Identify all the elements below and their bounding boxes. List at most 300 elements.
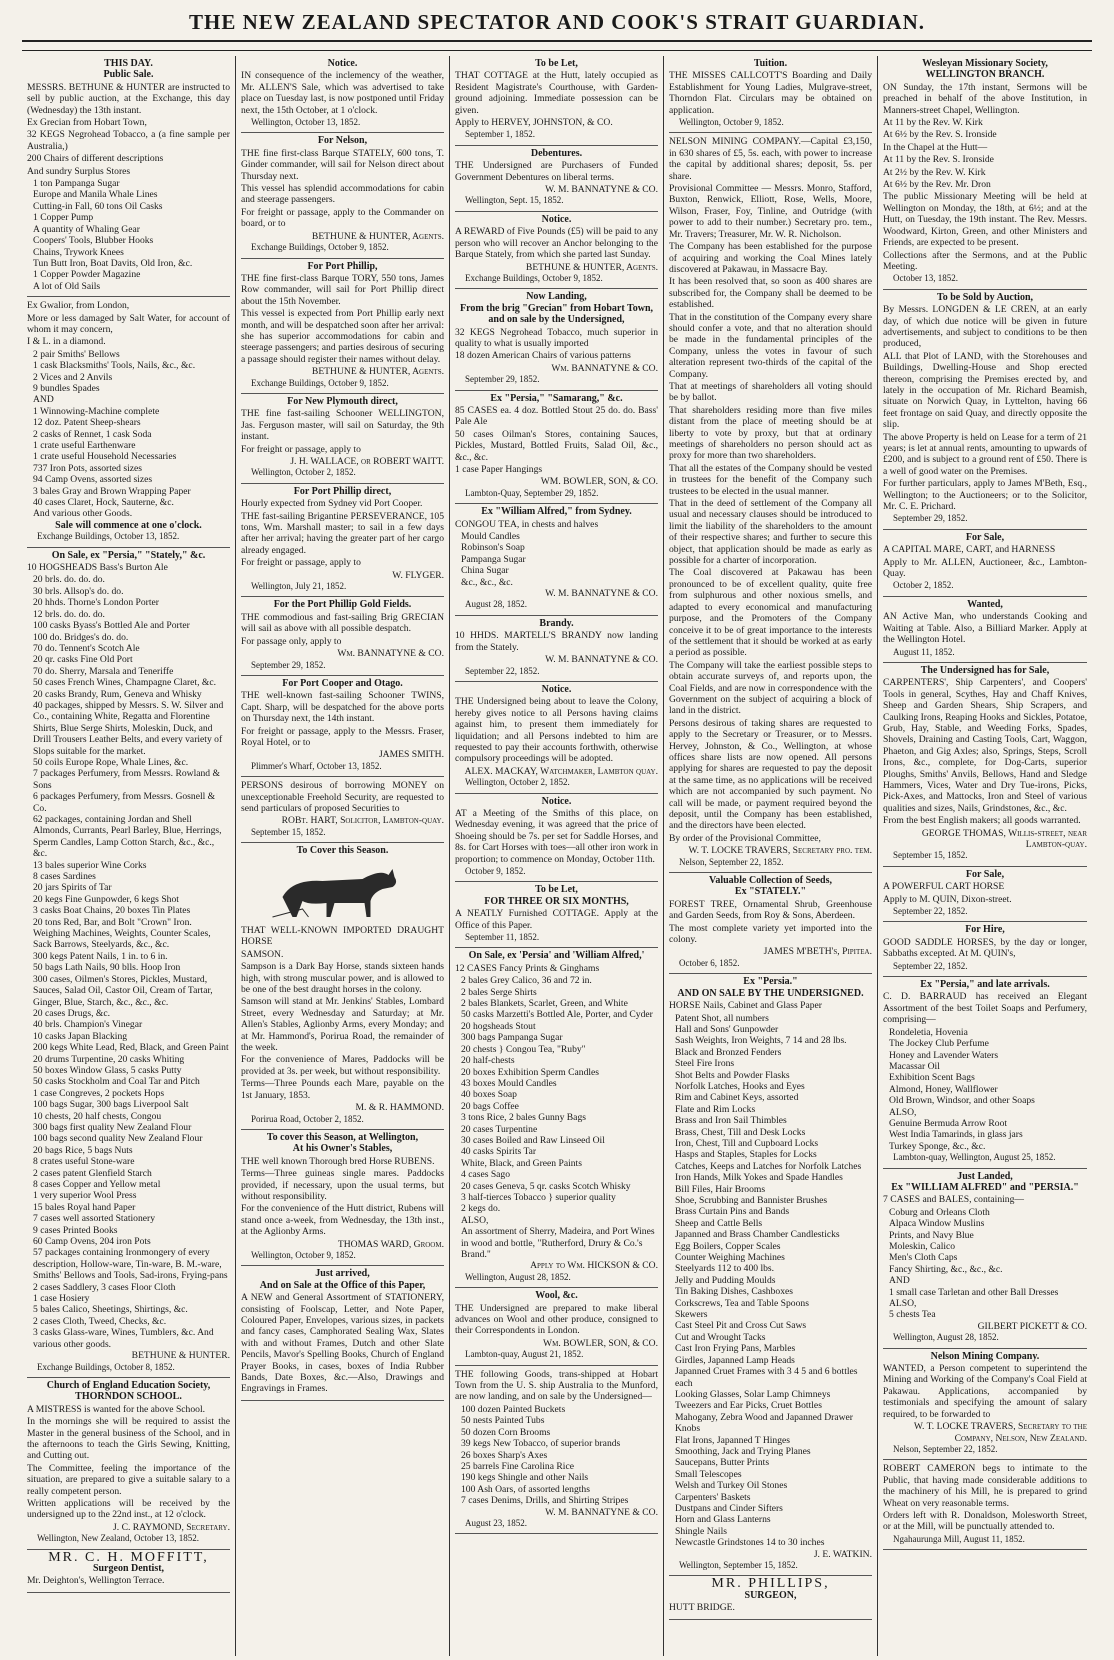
ad-paragraph: Hourly expected from Sydney vid Port Cooper. bbox=[241, 498, 423, 510]
ad-list-item: 20 cases Geneva, 5 qr. casks Scotch Whisky bbox=[461, 1180, 631, 1192]
ad-list-item: 3 tons Rice, 2 bales Gunny Bags bbox=[461, 1112, 586, 1124]
column-2 bbox=[236, 56, 450, 1656]
ad-list-item: 100 bags second quality New Zealand Flour bbox=[33, 1133, 203, 1145]
ad-dateline: September 22, 1852. bbox=[465, 665, 540, 676]
ad-dateline: October 6, 1852. bbox=[679, 957, 740, 968]
ad-paragraph: 7 CASES and BALES, containing— bbox=[883, 1194, 1024, 1206]
ad-list-item: Shoe, Scrubbing and Bannister Brushes bbox=[675, 1195, 828, 1206]
ad-dateline: August 11, 1852. bbox=[893, 646, 955, 657]
ad-list-item: 8 cases Sardines bbox=[33, 871, 96, 883]
ad-subheading: AND ON SALE BY THE UNDERSIGNED. bbox=[677, 987, 864, 999]
ad-list-item: Japanned Cruet Frames with 3 4 5 and 6 bottles each bbox=[675, 1366, 858, 1389]
ad-signature: Wm. BANNATYNE & CO. bbox=[551, 362, 658, 374]
ad-paragraph: THE following Goods, trans-shipped at Hobart Town from the U. S. ship Australia to the Munford, are now landing, and on sale by the Undersigned— bbox=[455, 1368, 658, 1403]
column-1 bbox=[22, 56, 236, 1656]
ad-paragraph: It has been resolved that, so soon as 400 shares are subscribed for, the Company shall be deemed to be established. bbox=[669, 276, 872, 311]
ad-paragraph: 200 Chairs of different descriptions bbox=[27, 153, 164, 165]
ad-signature: Wm. BANNATYNE & CO. bbox=[337, 648, 444, 660]
ad-dateline: Wellington, August 28, 1852. bbox=[465, 1271, 571, 1282]
ad-paragraph: Persons desirous of taking shares are requested to apply to the Secretary or Treasurer, or to Messrs. Hervey, Johnston, & Co., Wellington, at whose offices share lists are now opened. All persons applying for shares are requested to pay the deposit at the same time, as no applications will be received which are not accompanied by such payment. No call will be made, or payment required beyond the deposit, until the Company has been established, and the directors have been elected. bbox=[669, 717, 872, 832]
ad-dateline: September 22, 1852. bbox=[893, 906, 968, 917]
ad-paragraph: From the best English makers; all goods warranted. bbox=[883, 815, 1081, 827]
ad-list-item: 100 Ash Oars, of assorted lengths bbox=[461, 1483, 590, 1495]
ad-paragraph: 1 case Paper Hangings bbox=[455, 464, 543, 475]
ad-paragraph: 18 dozen American Chairs of various patterns bbox=[455, 350, 631, 362]
ad-paragraph: The Coal discovered at Pakawau has been pronounced to be of excellent quality, quite free from sulphurous and other noxious smells, and adapted to every economical and manufacturing purpose, and the Promoters of the Company conceive it to be of great importance to the interests of the settlement that it should be worked at as early a period as possible. bbox=[669, 567, 872, 659]
ad-paragraph: For freight or passage, apply to bbox=[241, 557, 361, 569]
ad-list-item: 100 do. Bridges's do. do. bbox=[33, 631, 129, 643]
column-4 bbox=[664, 56, 878, 1656]
ad-list-item: 200 kegs White Lead, Red, Black, and Green Paint bbox=[33, 1042, 229, 1054]
ad-subheading: And on Sale at the Office of this Paper, bbox=[259, 1279, 426, 1291]
ad-list-item: 6 packages Perfumery, from Messrs. Gosnell & Co. bbox=[33, 791, 216, 814]
advertisement bbox=[455, 1366, 658, 1535]
ad-list-item: 300 bags first quality New Zealand Flour bbox=[33, 1121, 192, 1133]
ad-list-item: 5 bales Calico, Sheetings, Shirtings, &c. bbox=[33, 1304, 188, 1316]
ad-list-item: 13 bales superior Wine Corks bbox=[33, 859, 147, 871]
ad-heading: THIS DAY. bbox=[104, 58, 153, 69]
ad-list-item: 20 chests } Congou Tea, "Ruby" bbox=[461, 1043, 586, 1055]
ad-list-item: Jelly and Pudding Moulds bbox=[675, 1274, 776, 1286]
ad-list-item: Cutting-in Fall, 60 tons Oil Casks bbox=[33, 200, 163, 212]
ad-list-item: 50 dozen Corn Brooms bbox=[461, 1426, 551, 1438]
ad-dateline: September 11, 1852. bbox=[465, 932, 540, 943]
ad-heading: For New Plymouth direct, bbox=[287, 395, 398, 407]
ad-list-item: 20 hhds. Thorne's London Porter bbox=[33, 597, 159, 609]
top-rule bbox=[22, 40, 1092, 42]
ad-heading: Now Landing, bbox=[526, 291, 587, 303]
ad-list-item: 12 brls. do. do. do. bbox=[33, 608, 105, 620]
advertisement bbox=[455, 1288, 658, 1365]
ad-list-item: 94 Camp Ovens, assorted sizes bbox=[33, 474, 153, 486]
ad-list-item: 2 cases Cloth, Tweed, Checks, &c. bbox=[33, 1315, 167, 1327]
ad-paragraph: That at meetings of shareholders all voting should be by ballot. bbox=[669, 380, 872, 404]
ad-list-item: Looking Glasses, Solar Lamp Chimneys bbox=[675, 1388, 831, 1400]
ad-heading: To be Let, bbox=[535, 58, 578, 69]
ad-list-item: 1 crate useful Household Necessaries bbox=[33, 451, 177, 463]
advertisement bbox=[883, 597, 1087, 663]
ad-signature: J. C. RAYMOND, Secretary. bbox=[113, 1521, 230, 1533]
ad-heading: Wool, &c. bbox=[535, 1290, 578, 1302]
ad-heading: Church of England Education Society, bbox=[46, 1379, 211, 1391]
ad-paragraph: The Committee, feeling the importance of the situation, are prepared to give a suitable salary to a really competent person. bbox=[27, 1462, 230, 1497]
ad-paragraph: THAT COTTAGE at the Hutt, lately occupied as Resident Magistrate's Courthouse, with Garden-ground adjoining. Immediate possession can be given. bbox=[455, 70, 658, 116]
ad-paragraph: 32 KEGS Negrohead Tobacco, a (a fine sample per Australia,) bbox=[27, 129, 230, 152]
ad-list-item: 1 cask Blacksmiths' Tools, Nails, &c., &c. bbox=[33, 360, 196, 372]
ad-heading: The Undersigned has for Sale, bbox=[920, 664, 1050, 676]
ad-dateline: September 15, 1852. bbox=[893, 850, 968, 861]
ad-list-item: ALSO, bbox=[889, 1298, 917, 1310]
advertisement bbox=[241, 1266, 444, 1400]
ad-paragraph: Orders left with R. Donaldson, Molesworth Street, or at the Mill, will be punctually attended to. bbox=[883, 1509, 1087, 1533]
ad-paragraph: The Company will take the earliest possible steps to obtain accurate surveys of, and reports upon, the Coal Fields, and are now in correspondence with the Government on the subject of acquiring a block of land in the district. bbox=[669, 659, 872, 717]
ad-signature: THOMAS WARD, Groom. bbox=[337, 1238, 444, 1250]
ad-list-item: 1 ton Pampanga Sugar bbox=[33, 178, 120, 190]
ad-paragraph: GOOD SADDLE HORSES, by the day or longer, Sabbaths excepted. At M. QUIN's, bbox=[883, 936, 1087, 960]
ad-dateline: Lambton-quay, August 21, 1852. bbox=[465, 1349, 584, 1360]
ad-paragraph: CARPENTERS', Ship Carpenters', and Coopers' Tools in general, Scythes, Hay and Chaff Knives, Sheep and Garden Shears, Ship Scrapers, and Caulking Irons, Reaping Hooks and Sickles, Potatoe, Grub, Hay, Stable, and Weeding Forks, Spades, Shovels, Draining and Casting Tools, Cart, Waggon, Phaeton, and Gig Axles; also, Springs, Steps, Scroll Irons, &c., complete, for Dog-Carts, superior Ploughs, Smiths' Anvils, Bellows, Hand and Sledge Hammers, Vices, Water and Dry Tue-irons, Picks, Pick-Axes, and Mattocks, Iron and Steel of various qualities and sizes, Nails, Grindstones, &c., &c. bbox=[883, 677, 1087, 814]
ad-paragraph: ON Sunday, the 17th instant, Sermons will be preached in behalf of the above Institution, in Manners-street Chapel, Wellington. bbox=[883, 81, 1087, 116]
advertisement bbox=[241, 597, 444, 675]
ad-list-item: Coopers' Tools, Blubber Hooks bbox=[33, 235, 154, 247]
ad-list-item: 30 cases Boiled and Raw Linseed Oil bbox=[461, 1134, 605, 1146]
ad-name: MR. C. H. MOFFITT, bbox=[48, 1549, 209, 1565]
ad-paragraph: ROBERT CAMERON begs to intimate to the Public, that having made considerable additions to the machinery of his Mill, he is prepared to grind Wheat on very reasonable terms. bbox=[883, 1463, 1087, 1509]
ad-list-item: Hasps and Staples, Staples for Locks bbox=[675, 1149, 817, 1161]
ad-dateline: August 23, 1852. bbox=[465, 1517, 528, 1528]
ad-heading: For Port Cooper and Otago. bbox=[282, 677, 403, 689]
horse-engraving bbox=[241, 857, 444, 921]
ad-list-item: &c., &c., &c. bbox=[461, 576, 513, 588]
ad-paragraph: Terms—Three Pounds each Mare, payable on the 1st January, 1853. bbox=[241, 1078, 444, 1101]
ad-list-item: Steelyards 112 to 400 lbs. bbox=[675, 1263, 775, 1275]
ad-list-item: 2 bales Serge Shirts bbox=[461, 986, 537, 998]
ad-paragraph: For the convenience of the Hutt district, Rubens will stand once a-week, from Wednesday, the 13th inst., at the Aglionby Arms. bbox=[241, 1203, 444, 1238]
ad-list-item: Sheep and Cattle Bells bbox=[675, 1217, 763, 1229]
ad-list-item: 4 cases Sago bbox=[461, 1169, 511, 1181]
ad-list-item: 737 Iron Pots, assorted sizes bbox=[33, 462, 142, 474]
ad-list-item: 20 drums Turpentine, 20 casks Whiting bbox=[33, 1053, 185, 1065]
ad-dateline: Wellington, Sept. 15, 1852. bbox=[465, 195, 564, 206]
ad-dateline: September 1, 1852. bbox=[465, 129, 535, 140]
ad-list-item: Almond, Honey, Wallflower bbox=[889, 1083, 998, 1095]
advertisement bbox=[455, 146, 658, 212]
ad-paragraph: 10 HOGSHEADS Bass's Burton Ale bbox=[27, 562, 168, 574]
ad-subheading: Surgeon Dentist, bbox=[92, 1563, 165, 1574]
ad-heading: Ex "Persia," and late arrivals. bbox=[920, 979, 1050, 991]
ad-list-item: 20 qr. casks Fine Old Port bbox=[33, 654, 133, 666]
ad-list-item: 100 dozen Painted Buckets bbox=[461, 1403, 566, 1415]
ad-list-item: AND bbox=[889, 1275, 910, 1287]
ad-list-item: AND bbox=[33, 394, 54, 406]
ad-list-item: 2 casks of Rennet, 1 cask Soda bbox=[33, 428, 152, 440]
ad-signature: ROBt. HART, Solicitor, Lambton-quay. bbox=[281, 815, 444, 827]
ad-paragraph: NELSON MINING COMPANY.—Capital £3,150, in 630 shares of £5, 5s. each, with power to increase the capital by additional shares; deposit, 5s. per share. bbox=[669, 136, 872, 182]
ad-list-item: ALSO, bbox=[461, 1214, 489, 1226]
ad-list-item: China Sugar bbox=[461, 565, 509, 577]
ad-dateline: Wellington, September 15, 1852. bbox=[679, 1560, 798, 1570]
ad-paragraph: THE Undersigned are Purchasers of Funded Government Debentures on liberal terms. bbox=[455, 160, 658, 183]
ad-paragraph: The public Missionary Meeting will be held at Wellington on Monday, the 18th, at 6½; and at the Hutt, on Tuesday, the 19th instant. The Rev. Messrs. Woodward, Kirton, Green, and other Ministers and Friends, are expected to be present. bbox=[883, 191, 1087, 249]
advertisement bbox=[27, 297, 230, 548]
ad-paragraph: CONGOU TEA, in chests and halves bbox=[455, 518, 599, 530]
ad-heading: To be Let, bbox=[535, 884, 578, 896]
ad-paragraph: By order of the Provisional Committee, bbox=[669, 832, 821, 844]
ad-signature: J. H. WALLACE, or ROBERT WAITT. bbox=[290, 456, 444, 467]
ad-list-item: A quantity of Whaling Gear bbox=[33, 223, 140, 235]
ad-list-item: Black and Bronzed Fenders bbox=[675, 1046, 782, 1058]
ad-paragraph: The Company has been established for the purpose of acquiring and working the Coal Mines lately discovered at Pakawau, in Massacre Bay. bbox=[669, 241, 872, 275]
ad-list-item: 2 cases patent Glenfield Starch bbox=[33, 1167, 152, 1179]
advertisement bbox=[455, 289, 658, 390]
advertisement bbox=[455, 794, 658, 883]
ad-paragraph: In the Chapel at the Hutt— bbox=[883, 141, 988, 153]
ad-paragraph: THE fine first-class Barque STATELY, 600 tons, T. Ginder commander, will sail for Nelson direct about Thursday next. bbox=[241, 147, 444, 182]
advertisement bbox=[883, 56, 1087, 290]
ad-list-item: 20 boxes Exhibition Sperm Candles bbox=[461, 1066, 600, 1078]
ad-list-item: 20 casks Brandy, Rum, Geneva and Whisky bbox=[33, 688, 202, 700]
ad-dateline: Nelson, September 22, 1852. bbox=[893, 1443, 998, 1454]
advertisement bbox=[241, 484, 444, 598]
ad-list-item: 12 doz. Patent Sheep-shears bbox=[33, 417, 141, 429]
advertisement bbox=[241, 394, 444, 484]
ad-list-item: 20 jars Spirits of Tar bbox=[33, 882, 112, 894]
ad-paragraph: A REWARD of Five Pounds (£5) will be paid to any person who will recover an Anchor belonging to the Barque Stately, from which she parted last Sunday. bbox=[455, 226, 658, 261]
ad-list-item: Europe and Manila Whale Lines bbox=[33, 189, 158, 201]
advertisement bbox=[455, 56, 658, 146]
ad-paragraph: Ex Grecian from Hobart Town, bbox=[27, 117, 147, 129]
ad-dateline: Nelson, September 22, 1852. bbox=[679, 856, 784, 867]
ad-paragraph: 32 KEGS Negrohead Tobacco, much superior in quality to what is usually imported bbox=[455, 326, 658, 349]
ad-list-item: Dustpans and Cinder Sifters bbox=[675, 1502, 783, 1514]
ad-list-item: Shot Belts and Powder Flasks bbox=[675, 1069, 790, 1081]
ad-list-item: Men's Cloth Caps bbox=[889, 1252, 958, 1264]
ad-list-item: 3 casks Glass-ware, Wines, Tumblers, &c. And various other goods. bbox=[33, 1327, 214, 1350]
advertisement bbox=[883, 1169, 1087, 1349]
column-3 bbox=[450, 56, 664, 1656]
ad-list-item: 20 cases Turpentine bbox=[461, 1123, 538, 1135]
ad-paragraph: For freight or passage, apply to bbox=[241, 443, 361, 455]
ad-list-item: Patent Shot, all numbers bbox=[675, 1012, 769, 1024]
ad-paragraph: THE Undersigned being about to leave the Colony, hereby gives notice to all Persons having claims against him, to present them immediately for liquidation; and all Persons indebted to him are requested to pay their accounts forthwith, otherwise compulsory proceedings will be adopted. bbox=[455, 696, 658, 765]
ad-list-item: 20 kegs Fine Gunpowder, 6 kegs Shot bbox=[33, 893, 179, 905]
advertisement bbox=[241, 843, 444, 1130]
ad-heading: For Hire, bbox=[965, 924, 1005, 936]
ad-paragraph: More or less damaged by Salt Water, for account of whom it may concern, bbox=[27, 312, 230, 335]
ad-paragraph: At 6½ by the Rev. S. Ironside bbox=[883, 129, 997, 141]
ad-heading: Notice. bbox=[327, 58, 358, 69]
ad-list-item: Japanned and Brass Chamber Candlesticks bbox=[675, 1229, 840, 1241]
ad-paragraph: Mr. Deighton's, Wellington Terrace. bbox=[27, 1575, 165, 1587]
ad-list-item: 1 case Congreves, 2 pockets Hops bbox=[33, 1087, 165, 1099]
ad-list-item: An assortment of Sherry, Madeira, and Port Wines in wood and bottle, "Rutherford, Drury & Co.'s Brand." bbox=[461, 1226, 655, 1260]
ad-list-item: Smoothing, Jack and Trying Planes bbox=[675, 1445, 811, 1457]
ad-signature: GILBERT PICKETT & CO. bbox=[977, 1320, 1087, 1332]
ad-subheading: THORNDON SCHOOL. bbox=[75, 1391, 182, 1403]
ad-dateline: Exchange Buildings, October 9, 1852. bbox=[251, 242, 389, 253]
ad-paragraph: C. D. BARRAUD has received an Elegant Assortment of the best Toilet Soaps and Perfumery, comprising— bbox=[883, 991, 1087, 1026]
ad-dateline: Wellington, August 28, 1852. bbox=[893, 1332, 999, 1343]
ad-paragraph: This vessel is expected from Port Phillip early next month, and will be despatched soon after her arrival: she has superior accommodations for cabin and steerage passengers; and parties desirous of securing a passage should register their names without delay. bbox=[241, 308, 444, 365]
ad-subheading: At his Owner's Stables, bbox=[292, 1143, 393, 1155]
ad-paragraph: That in the deed of settlement of the Company all usual and necessary clauses should be introduced to limit the liability of the shareholders to the amount of their respective shares; and further to secure this object, that application should be made as early as possible for a charter of incorporation. bbox=[669, 498, 872, 567]
ad-dateline: Exchange Buildings, October 8, 1852. bbox=[37, 1361, 175, 1372]
ad-list-item: 1 case Hosiery bbox=[33, 1293, 90, 1305]
ad-paragraph: That in the constitution of the Company every share should confer a vote, and that no alteration should be made in the fundamental principles of the Company, unless the votes in favour of such alteration represent two-thirds of the capital of the Company. bbox=[669, 311, 872, 380]
ad-signature: WM. BOWLER, SON, & CO. bbox=[540, 476, 658, 488]
ad-paragraph: At 2½ by the Rev. W. Kirk bbox=[883, 166, 986, 178]
ad-signature: BETHUNE & HUNTER. bbox=[131, 1350, 230, 1362]
ad-list-item: Coburg and Orleans Cloth bbox=[889, 1206, 990, 1218]
ad-list-item: 2 pair Smiths' Bellows bbox=[33, 348, 120, 360]
ad-list-item: Egg Boilers, Copper Scales bbox=[675, 1240, 781, 1252]
advertisement bbox=[883, 977, 1087, 1169]
ad-paragraph: MESSRS. BETHUNE & HUNTER are instructed to sell by public auction, at the Exchange, this day (Wednesday) the 13th instant. bbox=[27, 81, 230, 116]
ad-list-item: Sash Weights, Iron Weights, 7 14 and 28 lbs. bbox=[675, 1035, 847, 1047]
ad-list-item: 10 chests, 20 half chests, Congou bbox=[33, 1110, 162, 1122]
ad-paragraph: THE fine first-class Barque TORY, 550 tons, James Row commander, will sail for Port Phillip direct about the 15th November. bbox=[241, 272, 444, 307]
ad-list-item: Shingle Nails bbox=[675, 1525, 727, 1537]
advertisement bbox=[241, 56, 444, 133]
ad-list-item: 300 kegs Patent Nails, 1 in. to 6 in. bbox=[33, 950, 168, 962]
ad-list-item: Rondeletia, Hovenia bbox=[889, 1026, 968, 1038]
ad-paragraph: WANTED, a Person competent to superintend the Mining and Working of the Company's Coal Field at Pakawau. Applications, accompanied by testimonials and specifying the amount of salary required, to be forwarded to bbox=[883, 1363, 1087, 1420]
ad-list-item: 43 boxes Mould Candles bbox=[461, 1077, 557, 1089]
ad-signature: Apply to Wm. HICKSON & CO. bbox=[530, 1260, 658, 1272]
ad-paragraph: Samson will stand at Mr. Jenkins' Stables, Lombard Street, every Wednesday and Saturday; at Mr. Allen's Stables, Aglionby Arms, every Monday; and at Mr. Hammond's, Porirua Road, the remainder of the week. bbox=[241, 996, 444, 1054]
ad-list-item: 15 bales Royal hand Paper bbox=[33, 1201, 136, 1213]
ad-list-item: 40 brls. Champion's Vinegar bbox=[33, 1019, 143, 1031]
advertisement bbox=[669, 56, 872, 133]
ad-paragraph: Collections after the Sermons, and at the Public Meeting. bbox=[883, 249, 1087, 272]
advertisement bbox=[27, 1550, 230, 1593]
ad-list-item: Catches, Keeps and Latches for Norfolk Latches bbox=[675, 1160, 862, 1172]
ad-list-item: Mould Candles bbox=[461, 531, 520, 543]
ad-dateline: Wellington, October 9, 1852. bbox=[251, 1249, 356, 1260]
ad-paragraph: THE Undersigned are prepared to make liberal advances on Wool and other produce, consigned to their Correspondents in London. bbox=[455, 1302, 658, 1337]
ad-paragraph: This vessel has splendid accommodations for cabin and steerage passengers. bbox=[241, 183, 444, 206]
ad-list-item: 20 half-chests bbox=[461, 1055, 515, 1067]
ad-dateline: Ngahaurunga Mill, August 11, 1852. bbox=[893, 1533, 1025, 1544]
ad-list-item: 50 coils Europe Rope, Whale Lines, &c. bbox=[33, 756, 189, 768]
ad-paragraph: A POWERFUL CART HORSE bbox=[883, 881, 1005, 893]
ad-paragraph: Apply to M. QUIN, Dixon-street. bbox=[883, 893, 1012, 905]
ad-paragraph: That all the estates of the Company should be vested in trustees for the benefit of the Company such trustees to be elected in the usual manner. bbox=[669, 462, 872, 497]
ad-paragraph: The most complete variety yet imported into the colony. bbox=[669, 922, 872, 946]
ad-heading: For Port Phillip, bbox=[307, 260, 378, 272]
ad-dateline: Exchange Buildings, October 9, 1852. bbox=[465, 272, 603, 283]
ad-list-item: Tweezers and Ear Picks, Cruet Bottles bbox=[675, 1400, 822, 1412]
ad-paragraph: By Messrs. LONGDEN & LE CREN, at an early day, of which due notice will be given in future advertisements, and subject to conditions to be then produced, bbox=[883, 304, 1087, 350]
ad-heading: Wanted, bbox=[967, 598, 1003, 610]
ad-list-item: Pampanga Sugar bbox=[461, 553, 526, 565]
ad-paragraph: At 11 by the Rev. S. Ironside bbox=[883, 154, 994, 166]
advertisement bbox=[883, 290, 1087, 530]
ad-list-item: Cast Iron Frying Pans, Marbles bbox=[675, 1343, 796, 1355]
ad-list-item: 60 Camp Ovens, 204 iron Pots bbox=[33, 1236, 151, 1248]
ad-list-item: 2 bales Grey Calico, 36 and 72 in. bbox=[461, 975, 592, 987]
ad-list-item: Tin Baking Dishes, Cashboxes bbox=[675, 1286, 793, 1298]
advertisement bbox=[883, 922, 1087, 977]
ad-list-item: 1 Winnowing-Machine complete bbox=[33, 405, 160, 417]
ad-signature: W. FLYGER. bbox=[392, 569, 444, 581]
ad-signature: JAMES SMITH. bbox=[378, 749, 444, 761]
advertisement bbox=[883, 663, 1087, 867]
ad-paragraph: For further particulars, apply to James M'Beth, Esq., Wellington; to the Auctioneers; or to the Solicitor, Mr. C. E. Prichard. bbox=[883, 478, 1087, 513]
ad-list-item: 50 casks Stockholm and Coal Tar and Pitch bbox=[33, 1076, 200, 1088]
advertisement bbox=[455, 682, 658, 794]
ad-heading: Ex "Persia." bbox=[743, 976, 798, 988]
ad-signature: M. & R. HAMMOND. bbox=[355, 1102, 444, 1114]
advertisement bbox=[27, 548, 230, 1378]
ad-list-item: Mahogany, Zebra Wood and Japanned Drawer Knobs bbox=[675, 1411, 853, 1435]
ad-list-item: 100 casks Byass's Bottled Ale and Porter bbox=[33, 620, 190, 632]
ad-heading: Debentures. bbox=[530, 147, 583, 159]
ad-paragraph: At 11 by the Rev. W. Kirk bbox=[883, 117, 983, 129]
ad-list-item: 190 kegs Shingle and other Nails bbox=[461, 1472, 589, 1484]
ad-list-item: 40 packages, shipped by Messrs. S. W. Silver and Co., containing White, Regatta and Florentine Shirts, Blue Serge Shirts, Moleskin, Duck, and Drill Trousers Leather Belts, and every variety of Slops suitable for the market. bbox=[33, 699, 224, 757]
ad-paragraph: That shareholders residing more than five miles distant from the place of meeting should be at liberty to vote by proxy, but that at ordinary meetings of shareholders no person should act as proxy for more than two shareholders. bbox=[669, 404, 872, 462]
ad-list-item: 8 cases Copper and Yellow metal bbox=[33, 1179, 161, 1190]
ad-heading: Just arrived, bbox=[315, 1268, 370, 1280]
ad-paragraph: THE MISSES CALLCOTT'S Boarding and Daily Establishment for Young Ladies, Mulgrave-street, Thorndon Flat. Circulars may be obtained on application. bbox=[669, 70, 872, 116]
ad-dateline: Wellington, October 2, 1852. bbox=[465, 777, 570, 788]
ad-dateline: October 2, 1852. bbox=[893, 580, 954, 591]
ad-list-item: And various other Goods. bbox=[33, 508, 133, 520]
ad-dateline: Wellington, July 21, 1852. bbox=[251, 581, 347, 592]
advertisement bbox=[241, 133, 444, 258]
columns bbox=[22, 56, 1092, 1656]
ad-dateline: Wellington, October 9, 1852. bbox=[679, 117, 784, 128]
ad-paragraph: AN Active Man, who understands Cooking and Waiting at Table. Also, a Billiard Marker. Apply at the Wellington Hotel. bbox=[883, 611, 1087, 646]
ad-list-item: 25 barrels Fine Carolina Rice bbox=[461, 1460, 574, 1472]
masthead: THE NEW ZEALAND SPECTATOR AND COOK'S STRAIT GUARDIAN. bbox=[188, 10, 926, 34]
ad-list-item: 3 casks Boat Chains, 20 boxes Tin Plates bbox=[33, 905, 191, 917]
ad-signature: J. E. WATKIN. bbox=[813, 1548, 872, 1560]
ad-name: MR. PHILLIPS, bbox=[711, 1576, 830, 1592]
ad-paragraph: Terms—Three guineas single mares. Paddocks provided, if necessary, upon the usual terms, but without responsibility. bbox=[241, 1168, 444, 1202]
ad-paragraph: I & L. in a diamond. bbox=[27, 336, 106, 348]
ad-dateline: Plimmer's Wharf, October 13, 1852. bbox=[251, 760, 382, 771]
advertisement bbox=[669, 974, 872, 1576]
ad-list-item: 1 very superior Wool Press bbox=[33, 1190, 137, 1202]
advertisement bbox=[883, 1460, 1087, 1550]
ad-list-item: 9 bundles Spades bbox=[33, 382, 100, 394]
ad-list-item: 100 bags Sugar, 300 bags Liverpool Salt bbox=[33, 1099, 189, 1111]
ad-paragraph: A MISTRESS is wanted for the above School. bbox=[27, 1403, 206, 1415]
advertisement bbox=[883, 867, 1087, 923]
ad-list-item: 40 casks Spirits Tar bbox=[461, 1146, 537, 1158]
advertisement bbox=[241, 259, 444, 394]
ad-paragraph: For passage only, apply to bbox=[241, 635, 342, 647]
ad-list-item: Fancy Shirting, &c., &c., &c. bbox=[889, 1263, 1003, 1275]
ad-dateline: August 28, 1852. bbox=[465, 599, 528, 610]
ad-paragraph: The above Property is held on Lease for a term of 21 years; is let at annual rents, amounting to upwards of £200, and is subject to a ground rent of £50. There is a well of good water on the Premises. bbox=[883, 431, 1087, 477]
advertisement bbox=[241, 777, 444, 843]
ad-paragraph: Written applications will be received by the undersigned up to the 22nd inst., at 12 o'clock. bbox=[27, 1497, 230, 1521]
ad-dateline: September 29, 1852. bbox=[251, 659, 326, 670]
ad-subheading: SURGEON, bbox=[744, 1589, 797, 1601]
ad-paragraph: THE fine fast-sailing Schooner WELLINGTON, Jas. Ferguson master, will sail on Saturday, the 9th instant. bbox=[241, 408, 444, 443]
ad-heading: Notice. bbox=[541, 683, 572, 695]
ad-heading: Wesleyan Missionary Society, bbox=[922, 58, 1048, 69]
ad-list-item: 50 boxes Window Glass, 5 casks Putty bbox=[33, 1064, 182, 1076]
ad-list-item: 62 packages, containing Jordan and Shell Almonds, Currants, Pearl Barley, Blue, Herrings, Sperm Candles, Lamp Cotton Starch, &c., &c., &c. bbox=[33, 814, 222, 860]
ad-signature: W. M. BANNATYNE & CO. bbox=[545, 1506, 658, 1518]
ad-list-item: West India Tamarinds, in glass jars bbox=[889, 1129, 1023, 1141]
ad-list-item: 20 cases Drugs, &c. bbox=[33, 1007, 110, 1019]
ad-dateline: Wellington, October 13, 1852. bbox=[251, 117, 361, 128]
ad-paragraph: For freight or passage, apply to the Commander on board, or to bbox=[241, 206, 444, 230]
ad-heading: Nelson Mining Company. bbox=[930, 1350, 1040, 1362]
ad-list-item: 20 bags Rice, 5 bags Nuts bbox=[33, 1144, 133, 1156]
ad-paragraph: THE well known Thorough bred Horse RUBENS. bbox=[241, 1155, 435, 1167]
ad-heading: On Sale, ex 'Persia' and 'William Alfred,' bbox=[468, 950, 645, 962]
advertisement bbox=[241, 1130, 444, 1266]
ad-list-item: 20 tons Red, Bar, and Bolt "Crown" Iron. Weighing Machines, Weights, Counter Scales, Sack Barrows, Steelyards, &c., &c. bbox=[33, 916, 211, 951]
ad-paragraph: ALL that Plot of LAND, with the Storehouses and Buildings, Dwelling-House and Shop erected thereon, comprising the Premises erected by, and lately in the occupation of Mr. Richard Beamish, situate on Norwich Quay, in Lyttelton, having 66 feet frontage on said Quay, and directly opposite the slip. bbox=[883, 350, 1087, 431]
ad-list-item: Counter Weighing Machines bbox=[675, 1252, 785, 1264]
ad-list-item: ALSO, bbox=[889, 1106, 917, 1118]
ad-list-item: 70 do. Tennent's Scotch Ale bbox=[33, 642, 140, 654]
ad-list-item: Steel Fire Irons bbox=[675, 1058, 735, 1070]
ad-list-item: Welsh and Turkey Oil Stones bbox=[675, 1480, 788, 1492]
ad-list-item: 1 Copper Pump bbox=[33, 212, 94, 224]
ad-list-item: 2 bales Blankets, Scarlet, Green, and White bbox=[461, 998, 628, 1010]
ad-list-item: 7 packages Perfumery, from Messrs. Rowland & Sons bbox=[33, 768, 220, 791]
ad-paragraph: For freight or passage, apply to the Messrs. Fraser, Royal Hotel, or to bbox=[241, 725, 444, 748]
ad-list-item: Moleskin, Calico bbox=[889, 1241, 956, 1252]
